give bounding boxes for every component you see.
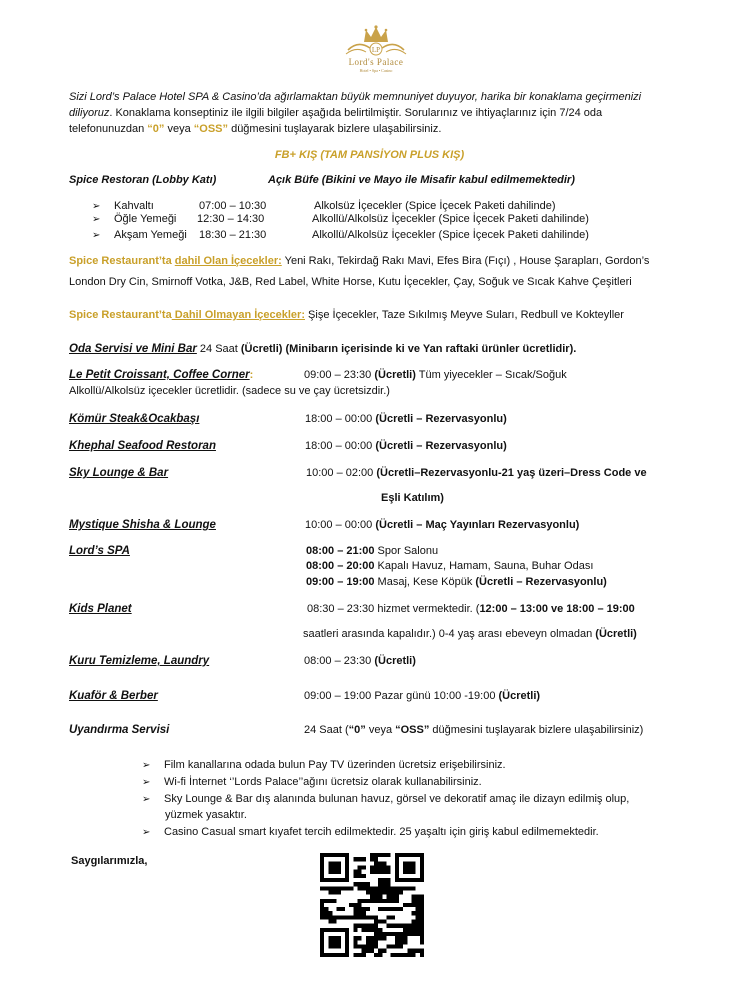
meal-drinks: Alkolsüz İçecekler (Spice İçecek Paketi dahilinde) [314,200,556,212]
coffee-time: 09:00 – 23:30 [304,369,375,381]
phone-key-0: “0” [147,123,165,135]
venue-title: Khephal Seafood Restoran [69,440,216,452]
meal-name: Akşam Yemeği [114,229,187,241]
laundry-title: Kuru Temizleme, Laundry [69,655,210,667]
intro-text: . Konaklama konseptiniz ile ilgili bilgiler aşağıda belirtilmiştir. Sorularınız ve ihtiyaçlarınız için 7/24 oda [109,107,603,119]
intro-text: düğmesini tuşlayarak bizlere ulaşabilirsiniz. [228,123,442,135]
concept-title: FB+ KIŞ (TAM PANSİYON PLUS KIŞ) [274,149,465,161]
included-drinks-cont: London Dry Cin, Smirnoff Votka, J&B, Red Label, White Horse, Kutu İçecekler, Çay, Soğuk ve Sıcak Kahve Çeşitleri [69,276,632,288]
kids-paid: (Ücretli) [595,628,637,640]
spa-line [306,560,593,572]
venue-note: (Ücretli – Rezervasyonlu) [375,413,507,425]
excluded-list: Şişe İçecekler, Taze Sıkılmış Meyve Suları, Redbull ve Kokteyller [305,309,624,321]
arrow-bullet-icon: ➢ [142,760,151,771]
spa-time: 08:00 – 21:00 [306,545,375,557]
note-text-cont: yüzmek yasaktır. [165,809,247,821]
room-service-time: 24 Saat [196,343,241,355]
intro-line-3 [69,123,441,135]
phone-key-0: “0” [348,724,366,736]
kids-text: 08:30 – 23:30 hizmet vermektedir. ( [307,603,480,615]
intro-text: veya [164,123,194,135]
intro-line-1 [69,91,641,103]
kids-title: Kids Planet [69,603,132,615]
closing-signature: Saygılarımızla, [71,855,148,867]
venue-note-cont: Eşli Katılım) [381,492,444,504]
wakeup-text: düğmesini tuşlayarak bizlere ulaşabilirsiniz) [429,724,644,736]
note-item [142,826,599,838]
wakeup-title: Uyandırma Servisi [69,724,170,736]
hair-note: (Ücretli) [498,690,541,702]
meal-time: 18:30 – 21:30 [199,229,267,241]
coffee-hours [304,369,567,381]
venue-title: Kömür Steak&Ocakbaşı [69,413,200,425]
qr-code[interactable] [320,853,424,957]
logo-name: Lord's Palace [348,57,404,67]
venue-hours [305,413,507,425]
meal-row [92,213,589,225]
venue-time: 10:00 – 02:00 [306,467,377,479]
meal-row [92,229,589,241]
meal-drinks: Alkollü/Alkolsüz İçecekler (Spice İçecek Paketi dahilinde) [312,229,589,241]
intro-text: telefonunuzdan [69,123,148,135]
included-drinks [69,255,649,267]
coffee-note: Tüm yiyecekler – Sıcak/Soğuk [415,369,567,381]
crown-icon [336,24,416,58]
kids-hours [307,603,635,615]
note-text: Sky Lounge & Bar dış alanında bulunan havuz, görsel ve dekoratif amaç ile dizayn edilmiş olup, [164,793,630,805]
spice-title: Spice Restoran (Lobby Katı) [69,174,217,186]
meal-time: 12:30 – 14:30 [197,213,265,225]
arrow-bullet-icon: ➢ [142,794,151,805]
spa-service: Spor Salonu [374,545,439,557]
phone-key-oss: “OSS” [395,724,430,736]
room-service-note: (Ücretli) (Minibarın içerisinde ki ve Yan raftaki ürünler ücretlidir). [240,343,577,355]
venue-note: (Ücretli – Rezervasyonlu) [375,440,507,452]
spa-line [306,576,607,588]
wakeup-text: veya [365,724,396,736]
spa-time: 08:00 – 20:00 [306,560,375,572]
meal-time: 07:00 – 10:30 [199,200,267,212]
note-text: Film kanallarına odada bulun Pay TV üzerinden ücretsiz erişebilirsiniz. [164,759,506,771]
note-text: Wi-fi İnternet ‘’Lords Palace’’ağını ücretsiz olarak kullanabilirsiniz. [164,776,482,788]
spa-time: 09:00 – 19:00 [306,576,375,588]
venue-note: (Ücretli – Maç Yayınları Rezervasyonlu) [375,519,580,531]
hair-time: 09:00 – 19:00 Pazar günü 10:00 -19:00 [304,690,499,702]
meal-name: Kahvaltı [114,200,154,212]
excluded-label: Dahil Olmayan İçecekler: [171,309,305,321]
spa-title: Lord’s SPA [69,545,130,557]
venue-time: 10:00 – 00:00 [305,519,376,531]
venue-time: 18:00 – 00:00 [305,413,376,425]
kids-closed-hours: 12:00 – 13:00 ve 18:00 – 19:00 [479,603,635,615]
laundry-note: (Ücretli) [374,655,416,667]
excluded-prefix: Spice Restaurant’ta [69,309,172,321]
venue-title: Sky Lounge & Bar [69,467,169,479]
spa-line [306,545,438,557]
spa-note: (Ücretli – Rezervasyonlu) [475,576,607,588]
venue-note: (Ücretli–Rezervasyonlu-21 yaş üzeri–Dress Code ve [376,467,647,479]
room-service-title: Oda Servisi ve Mini Bar [69,343,197,355]
spa-service: Kapalı Havuz, Hamam, Sauna, Buhar Odası [374,560,594,572]
arrow-bullet-icon: ➢ [142,827,151,838]
arrow-bullet-icon: ➢ [142,777,151,788]
kids-hours-cont [303,628,637,640]
venue-hours [305,440,507,452]
intro-text: diliyoruz [69,107,110,119]
kids-text: saatleri arasında kapalıdır.) 0-4 yaş arası ebeveyn olmadan [303,628,596,640]
note-item [142,793,629,805]
wakeup-info [304,724,643,736]
intro-line-2 [69,107,602,119]
venue-hours [305,519,579,531]
laundry-time: 08:00 – 23:30 [304,655,375,667]
hotel-logo [336,24,416,76]
spa-service: Masaj, Kese Köpük [374,576,476,588]
excluded-drinks [69,309,624,321]
arrow-bullet-icon: ➢ [92,230,101,241]
included-list: Yeni Rakı, Tekirdağ Rakı Mavi, Efes Bira (Fıçı) , House Şarapları, Gordon’s [281,255,650,267]
phone-key-oss: “OSS” [193,123,229,135]
meal-drinks: Alkollü/Alkolsüz İçecekler (Spice İçecek Paketi dahilinde) [312,213,589,225]
laundry-hours [304,655,416,667]
coffee-note-line2: Alkollü/Alkolsüz içecekler ücretlidir. (sadece su ve çay ücretsizdir.) [69,385,390,397]
note-item [142,776,482,788]
meal-row [92,200,556,212]
arrow-bullet-icon: ➢ [92,214,101,225]
intro-text: Sizi Lord’s Palace Hotel SPA & Casino’da ağırlamaktan büyük memnuniyet duyuyor, harika bir konaklama geçirmenizi [69,91,642,103]
hair-title: Kuaför & Berber [69,690,158,702]
logo-subtitle: Hotel • Spa • Casino [359,68,393,73]
venue-title: Mystique Shisha & Lounge [69,519,216,531]
note-item [142,759,506,771]
svg-text:LP: LP [371,46,381,54]
meal-name: Öğle Yemeği [114,213,177,225]
coffee-paid: (Ücretli) [374,369,416,381]
room-service [69,343,576,355]
included-label: dahil Olan İçecekler: [174,255,282,267]
spice-buffet: Açık Büfe (Bikini ve Mayo ile Misafir kabul edilmemektedir) [268,174,575,186]
venue-hours [306,467,647,479]
coffee-corner [69,369,253,381]
note-text: Casino Casual smart kıyafet tercih edilmektedir. 25 yaşaltı için giriş kabul edilmemektedir. [164,826,599,838]
venue-time: 18:00 – 00:00 [305,440,376,452]
wakeup-text: 24 Saat ( [304,724,349,736]
included-prefix: Spice Restaurant’ta [69,255,175,267]
arrow-bullet-icon: ➢ [92,201,101,212]
coffee-colon: : [249,369,254,381]
coffee-title: Le Petit Croissant, Coffee Corner [69,369,250,381]
hair-hours [304,690,540,702]
